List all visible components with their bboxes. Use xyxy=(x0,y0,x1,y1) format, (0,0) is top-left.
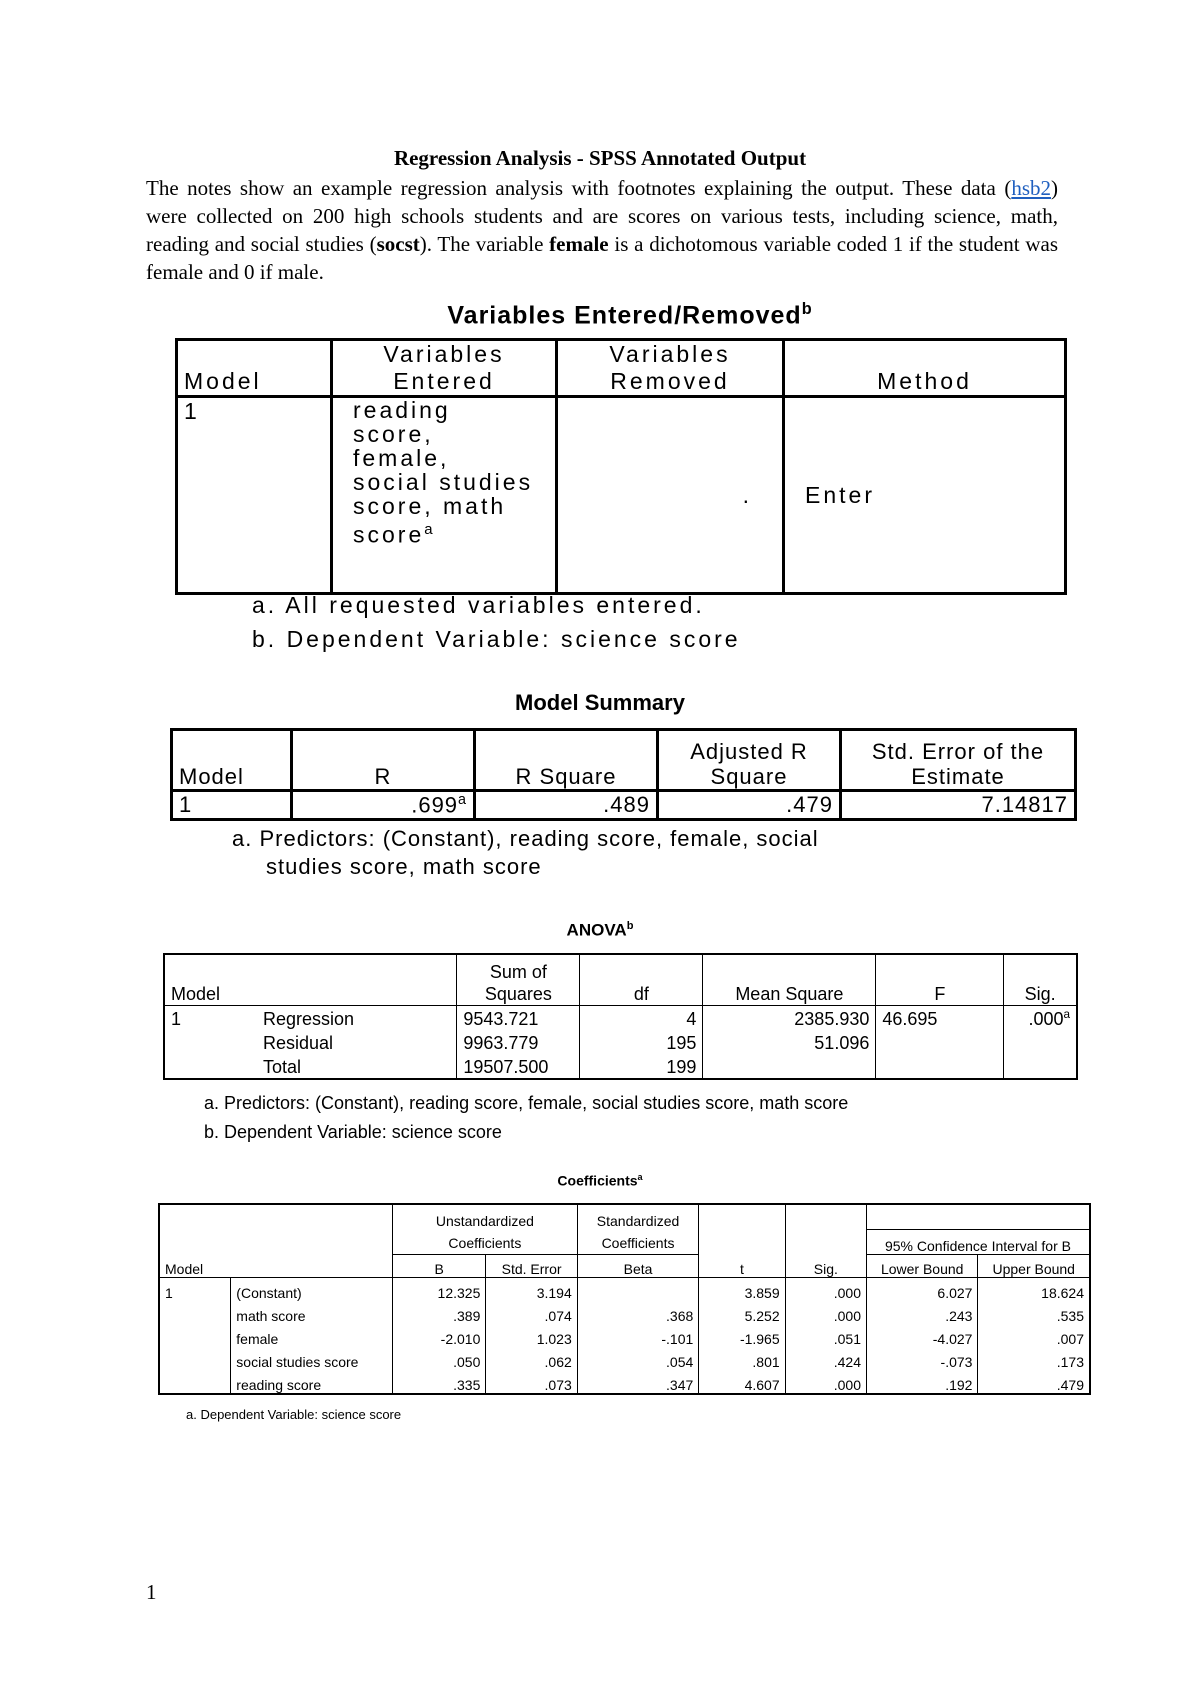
table-cell xyxy=(703,1054,876,1079)
table-title-text: ANOVA xyxy=(566,920,627,940)
table-cell: -.101 xyxy=(577,1324,699,1347)
table-cell: .050 xyxy=(392,1347,485,1370)
page-title: Regression Analysis - SPSS Annotated Output xyxy=(393,146,807,170)
table-footnote: a. Dependent Variable: science score xyxy=(186,1407,402,1422)
table-cell: .192 xyxy=(866,1370,977,1394)
table-cell: 1 xyxy=(172,791,292,820)
table-header: B xyxy=(392,1255,485,1278)
table-cell: -4.027 xyxy=(866,1324,977,1347)
table-cell: .007 xyxy=(978,1324,1090,1347)
table-footnote: b. Dependent Variable: science score xyxy=(252,626,741,652)
table-cell: .479 xyxy=(658,791,841,820)
table-cell: 1.023 xyxy=(486,1324,577,1347)
table-cell: .074 xyxy=(486,1301,577,1324)
cell-text: reading score, female, social studies score, math score xyxy=(353,397,534,548)
table-cell: 3.859 xyxy=(699,1278,785,1302)
table-cell: -2.010 xyxy=(392,1324,485,1347)
anova-table xyxy=(163,953,1078,1080)
table-cell: 4 xyxy=(580,1006,703,1031)
table-cell: -1.965 xyxy=(699,1324,785,1347)
table-header: Sum of Squares xyxy=(457,954,580,1006)
table-footnote: studies score, math score xyxy=(266,854,542,879)
table-cell xyxy=(332,397,557,594)
table-cell: .051 xyxy=(785,1324,866,1347)
intro-bold: female xyxy=(549,232,609,256)
table-cell xyxy=(1004,1006,1077,1031)
table-cell: 3.194 xyxy=(486,1278,577,1302)
table-header: Method xyxy=(784,340,1066,397)
table-header: R Square xyxy=(475,730,658,791)
table-title-text: Coefficients xyxy=(557,1172,638,1189)
table-cell: .347 xyxy=(577,1370,699,1394)
table-header: Lower Bound xyxy=(866,1255,977,1278)
table-footnote: b. Dependent Variable: science score xyxy=(204,1122,502,1142)
anova-title xyxy=(480,920,720,941)
table-cell: .389 xyxy=(392,1301,485,1324)
table-cell: social studies score xyxy=(231,1347,393,1370)
table-cell: 12.325 xyxy=(392,1278,485,1302)
table-cell: 1 xyxy=(159,1278,231,1302)
table-footnote: a. All requested variables entered. xyxy=(252,592,705,618)
footnote-marker: b xyxy=(801,300,813,318)
table-cell xyxy=(1004,1054,1077,1079)
table-header xyxy=(159,1204,392,1255)
table-cell: .000 xyxy=(785,1278,866,1302)
table-cell xyxy=(159,1370,231,1394)
table-cell: Total xyxy=(257,1054,457,1079)
table-header: Model xyxy=(164,954,457,1006)
page-number: 1 xyxy=(146,1580,157,1604)
table-cell: Regression xyxy=(257,1006,457,1031)
table-cell: .335 xyxy=(392,1370,485,1394)
table-cell: 18.624 xyxy=(978,1278,1090,1302)
table-cell xyxy=(164,1030,257,1054)
table-cell xyxy=(577,1278,699,1302)
coefficients-table xyxy=(158,1203,1091,1395)
table-header: Model xyxy=(177,340,332,397)
table-cell xyxy=(292,791,475,820)
table-cell: -.073 xyxy=(866,1347,977,1370)
table-footnote: a. Predictors: (Constant), reading score, female, social studies score, math score xyxy=(204,1093,849,1113)
table-cell xyxy=(1004,1030,1077,1054)
table-cell: .535 xyxy=(978,1301,1090,1324)
table-header: Std. Error xyxy=(486,1255,577,1278)
table-cell: 9543.721 xyxy=(457,1006,580,1031)
table-cell: .054 xyxy=(577,1347,699,1370)
table-header: R xyxy=(292,730,475,791)
table-cell: .801 xyxy=(699,1347,785,1370)
table-header xyxy=(866,1204,1090,1230)
table-cell: reading score xyxy=(231,1370,393,1394)
table-cell: 6.027 xyxy=(866,1278,977,1302)
table-cell: .062 xyxy=(486,1347,577,1370)
table-cell: Residual xyxy=(257,1030,457,1054)
cell-text: .699 xyxy=(411,792,459,818)
table-cell: 2385.930 xyxy=(703,1006,876,1031)
table-cell: 195 xyxy=(580,1030,703,1054)
table-header: Upper Bound xyxy=(978,1255,1090,1278)
table-header: 95% Confidence Interval for B xyxy=(866,1230,1090,1255)
intro-bold: socst xyxy=(376,232,420,256)
table-cell xyxy=(876,1054,1004,1079)
table-header: t xyxy=(699,1204,785,1278)
hsb2-link[interactable]: hsb2 xyxy=(1011,176,1051,200)
table-cell: 5.252 xyxy=(699,1301,785,1324)
table-cell: 51.096 xyxy=(703,1030,876,1054)
table-cell: . xyxy=(557,397,784,594)
table-cell xyxy=(159,1347,231,1370)
table-cell xyxy=(159,1301,231,1324)
table-cell: 4.607 xyxy=(699,1370,785,1394)
table-cell: .000 xyxy=(785,1370,866,1394)
table-header: Beta xyxy=(577,1255,699,1278)
table-header: df xyxy=(580,954,703,1006)
table-cell: .424 xyxy=(785,1347,866,1370)
intro-text: ) were collected on 200 high schools students and are scores on various tests, including science, math, reading and social studies ( xyxy=(146,176,1058,256)
table-cell: 46.695 xyxy=(876,1006,1004,1031)
table-cell: Enter xyxy=(784,397,1066,594)
table-cell xyxy=(164,1054,257,1079)
intro-text: is a dichotomous variable coded 1 if the student was female and 0 if male. xyxy=(146,232,1058,284)
table-title-text: Variables Entered/Removed xyxy=(447,301,802,330)
table-cell: .243 xyxy=(866,1301,977,1324)
table-cell: .073 xyxy=(486,1370,577,1394)
table-header: Model xyxy=(172,730,292,791)
table-cell: 1 xyxy=(164,1006,257,1031)
model-summary-title: Model Summary xyxy=(515,690,685,715)
table-header: Sig. xyxy=(1004,954,1077,1006)
model-summary-table xyxy=(170,728,1077,821)
footnote-marker: a xyxy=(1063,1008,1070,1021)
table-header: Sig. xyxy=(785,1204,866,1278)
table-cell: 19507.500 xyxy=(457,1054,580,1079)
table-cell: 9963.779 xyxy=(457,1030,580,1054)
table-header: Unstandardized Coefficients xyxy=(392,1204,577,1255)
intro-text: ). The variable xyxy=(419,232,550,256)
table-cell: .173 xyxy=(978,1347,1090,1370)
table-cell: 199 xyxy=(580,1054,703,1079)
cell-text: .000 xyxy=(1028,1009,1064,1029)
table-cell xyxy=(159,1324,231,1347)
footnote-marker: a xyxy=(637,1172,643,1182)
table-header: Model xyxy=(159,1255,392,1278)
intro-text: The notes show an example regression analysis with footnotes explaining the output. These data ( xyxy=(146,176,1012,200)
table-cell xyxy=(876,1030,1004,1054)
table-header: Std. Error of the Estimate xyxy=(841,730,1076,791)
table-header: Variables Removed xyxy=(557,340,784,397)
table-cell: math score xyxy=(231,1301,393,1324)
table-header: Standardized Coefficients xyxy=(577,1204,699,1255)
coefficients-title xyxy=(500,1172,700,1189)
table-cell: .489 xyxy=(475,791,658,820)
table-cell: 7.14817 xyxy=(841,791,1076,820)
footnote-marker: a xyxy=(458,792,467,808)
table-cell: female xyxy=(231,1324,393,1347)
table-cell: .000 xyxy=(785,1301,866,1324)
intro-paragraph xyxy=(146,174,1058,286)
table-cell: 1 xyxy=(177,397,332,594)
variables-entered-title xyxy=(360,300,900,330)
table-cell: (Constant) xyxy=(231,1278,393,1302)
footnote-marker: a xyxy=(424,521,436,538)
table-header: F xyxy=(876,954,1004,1006)
table-cell: .479 xyxy=(978,1370,1090,1394)
footnote-marker: b xyxy=(626,920,634,932)
table-header: Variables Entered xyxy=(332,340,557,397)
variables-entered-table xyxy=(175,338,1067,595)
table-footnote: a. Predictors: (Constant), reading score, female, social xyxy=(232,826,819,851)
table-cell: .368 xyxy=(577,1301,699,1324)
table-header: Adjusted R Square xyxy=(658,730,841,791)
table-header: Mean Square xyxy=(703,954,876,1006)
